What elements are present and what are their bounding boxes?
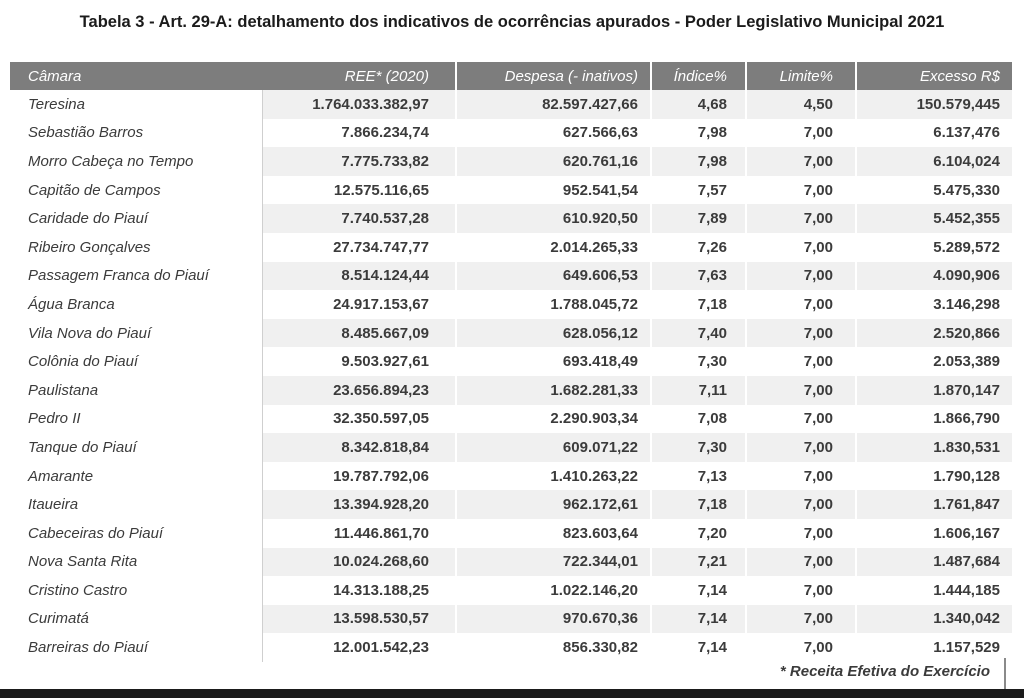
value-cell: 27.734.747,77 [262, 233, 455, 262]
value-cell: 823.603,64 [455, 519, 650, 548]
value-cell: 9.503.927,61 [262, 347, 455, 376]
value-cell: 1.022.146,20 [455, 576, 650, 605]
column-header-4: Limite% [745, 62, 855, 90]
table-row [10, 633, 1012, 662]
value-cell: 7,08 [650, 405, 745, 434]
value-cell: 7,00 [745, 147, 855, 176]
table-row [10, 176, 1012, 205]
value-cell: 7.866.234,74 [262, 119, 455, 148]
value-cell: 1.788.045,72 [455, 290, 650, 319]
value-cell: 627.566,63 [455, 119, 650, 148]
value-cell: 7,00 [745, 462, 855, 491]
value-cell: 10.024.268,60 [262, 548, 455, 577]
value-cell: 7,18 [650, 290, 745, 319]
value-cell: 7,63 [650, 262, 745, 291]
value-cell: 7,98 [650, 147, 745, 176]
value-cell: 970.670,36 [455, 605, 650, 634]
value-cell: 7,57 [650, 176, 745, 205]
value-cell: 1.682.281,33 [455, 376, 650, 405]
table-row [10, 119, 1012, 148]
value-cell: 7,00 [745, 519, 855, 548]
table-row [10, 204, 1012, 233]
value-cell: 7,00 [745, 433, 855, 462]
table-header-row [10, 62, 1012, 90]
value-cell: 2.053,389 [855, 347, 1012, 376]
value-cell: 620.761,16 [455, 147, 650, 176]
column-header-5: Excesso R$ [855, 62, 1012, 90]
municipality-cell: Teresina [10, 90, 262, 119]
value-cell: 12.001.542,23 [262, 633, 455, 662]
bottom-bar [0, 689, 1024, 698]
municipality-cell: Vila Nova do Piauí [10, 319, 262, 348]
table-row [10, 548, 1012, 577]
value-cell: 5.289,572 [855, 233, 1012, 262]
value-cell: 19.787.792,06 [262, 462, 455, 491]
table-row [10, 262, 1012, 291]
table-row [10, 462, 1012, 491]
value-cell: 7,18 [650, 490, 745, 519]
column-header-3: Índice% [650, 62, 745, 90]
value-cell: 7,30 [650, 433, 745, 462]
table-row [10, 576, 1012, 605]
municipality-cell: Pedro II [10, 405, 262, 434]
municipality-cell: Amarante [10, 462, 262, 491]
table-row [10, 490, 1012, 519]
municipality-cell: Barreiras do Piauí [10, 633, 262, 662]
table-row [10, 433, 1012, 462]
value-cell: 1.340,042 [855, 605, 1012, 634]
value-cell: 7.775.733,82 [262, 147, 455, 176]
value-cell: 4,50 [745, 90, 855, 119]
value-cell: 2.520,866 [855, 319, 1012, 348]
value-cell: 24.917.153,67 [262, 290, 455, 319]
value-cell: 7,00 [745, 262, 855, 291]
value-cell: 11.446.861,70 [262, 519, 455, 548]
column-header-0: Câmara [10, 62, 262, 90]
value-cell: 1.866,790 [855, 405, 1012, 434]
value-cell: 6.104,024 [855, 147, 1012, 176]
value-cell: 7,30 [650, 347, 745, 376]
value-cell: 1.761,847 [855, 490, 1012, 519]
value-cell: 1.157,529 [855, 633, 1012, 662]
value-cell: 628.056,12 [455, 319, 650, 348]
value-cell: 1.410.263,22 [455, 462, 650, 491]
value-cell: 856.330,82 [455, 633, 650, 662]
table-row [10, 147, 1012, 176]
value-cell: 23.656.894,23 [262, 376, 455, 405]
value-cell: 13.598.530,57 [262, 605, 455, 634]
municipality-cell: Cabeceiras do Piauí [10, 519, 262, 548]
page-title: Tabela 3 - Art. 29-A: detalhamento dos indicativos de ocorrências apurados - Poder Legislativo Municipal 2021 [79, 13, 945, 31]
value-cell: 7,26 [650, 233, 745, 262]
table-row [10, 605, 1012, 634]
table-body [10, 90, 1012, 662]
value-cell: 7,00 [745, 290, 855, 319]
municipality-cell: Colônia do Piauí [10, 347, 262, 376]
value-cell: 8.514.124,44 [262, 262, 455, 291]
value-cell: 5.475,330 [855, 176, 1012, 205]
value-cell: 3.146,298 [855, 290, 1012, 319]
value-cell: 693.418,49 [455, 347, 650, 376]
value-cell: 13.394.928,20 [262, 490, 455, 519]
value-cell: 7,00 [745, 633, 855, 662]
data-table [10, 62, 1012, 662]
municipality-cell: Morro Cabeça no Tempo [10, 147, 262, 176]
table-row [10, 519, 1012, 548]
municipality-cell: Passagem Franca do Piauí [10, 262, 262, 291]
value-cell: 7,00 [745, 233, 855, 262]
value-cell: 7,89 [650, 204, 745, 233]
value-cell: 1.487,684 [855, 548, 1012, 577]
value-cell: 7,00 [745, 490, 855, 519]
municipality-cell: Sebastião Barros [10, 119, 262, 148]
value-cell: 8.485.667,09 [262, 319, 455, 348]
value-cell: 610.920,50 [455, 204, 650, 233]
table-row [10, 405, 1012, 434]
value-cell: 7,00 [745, 576, 855, 605]
value-cell: 7,14 [650, 605, 745, 634]
value-cell: 7,00 [745, 204, 855, 233]
value-cell: 14.313.188,25 [262, 576, 455, 605]
value-cell: 7,00 [745, 176, 855, 205]
municipality-cell: Água Branca [10, 290, 262, 319]
value-cell: 649.606,53 [455, 262, 650, 291]
value-cell: 7.740.537,28 [262, 204, 455, 233]
table-row [10, 290, 1012, 319]
value-cell: 7,11 [650, 376, 745, 405]
value-cell: 32.350.597,05 [262, 405, 455, 434]
municipality-cell: Cristino Castro [10, 576, 262, 605]
value-cell: 2.014.265,33 [455, 233, 650, 262]
table-row [10, 347, 1012, 376]
value-cell: 609.071,22 [455, 433, 650, 462]
value-cell: 4.090,906 [855, 262, 1012, 291]
municipality-cell: Paulistana [10, 376, 262, 405]
municipality-cell: Curimatá [10, 605, 262, 634]
value-cell: 7,14 [650, 633, 745, 662]
table-row [10, 90, 1012, 119]
value-cell: 1.790,128 [855, 462, 1012, 491]
value-cell: 7,21 [650, 548, 745, 577]
value-cell: 5.452,355 [855, 204, 1012, 233]
value-cell: 7,98 [650, 119, 745, 148]
column-header-1: REE* (2020) [262, 62, 455, 90]
value-cell: 722.344,01 [455, 548, 650, 577]
value-cell: 1.606,167 [855, 519, 1012, 548]
municipality-cell: Ribeiro Gonçalves [10, 233, 262, 262]
value-cell: 7,00 [745, 319, 855, 348]
value-cell: 7,14 [650, 576, 745, 605]
footnote-divider-line [1004, 658, 1006, 689]
value-cell: 4,68 [650, 90, 745, 119]
value-cell: 1.444,185 [855, 576, 1012, 605]
value-cell: 1.764.033.382,97 [262, 90, 455, 119]
municipality-cell: Caridade do Piauí [10, 204, 262, 233]
value-cell: 7,00 [745, 405, 855, 434]
value-cell: 8.342.818,84 [262, 433, 455, 462]
value-cell: 2.290.903,34 [455, 405, 650, 434]
municipality-cell: Nova Santa Rita [10, 548, 262, 577]
value-cell: 1.830,531 [855, 433, 1012, 462]
value-cell: 7,20 [650, 519, 745, 548]
value-cell: 962.172,61 [455, 490, 650, 519]
value-cell: 12.575.116,65 [262, 176, 455, 205]
municipality-cell: Itaueira [10, 490, 262, 519]
value-cell: 7,00 [745, 119, 855, 148]
value-cell: 7,13 [650, 462, 745, 491]
value-cell: 7,00 [745, 605, 855, 634]
value-cell: 1.870,147 [855, 376, 1012, 405]
value-cell: 7,40 [650, 319, 745, 348]
municipality-cell: Tanque do Piauí [10, 433, 262, 462]
value-cell: 7,00 [745, 347, 855, 376]
footnote: * Receita Efetiva do Exercício [779, 663, 990, 680]
value-cell: 150.579,445 [855, 90, 1012, 119]
table-row [10, 233, 1012, 262]
table-row [10, 376, 1012, 405]
value-cell: 7,00 [745, 548, 855, 577]
column-header-2: Despesa (- inativos) [455, 62, 650, 90]
value-cell: 952.541,54 [455, 176, 650, 205]
municipality-cell: Capitão de Campos [10, 176, 262, 205]
value-cell: 82.597.427,66 [455, 90, 650, 119]
value-cell: 6.137,476 [855, 119, 1012, 148]
value-cell: 7,00 [745, 376, 855, 405]
table-row [10, 319, 1012, 348]
